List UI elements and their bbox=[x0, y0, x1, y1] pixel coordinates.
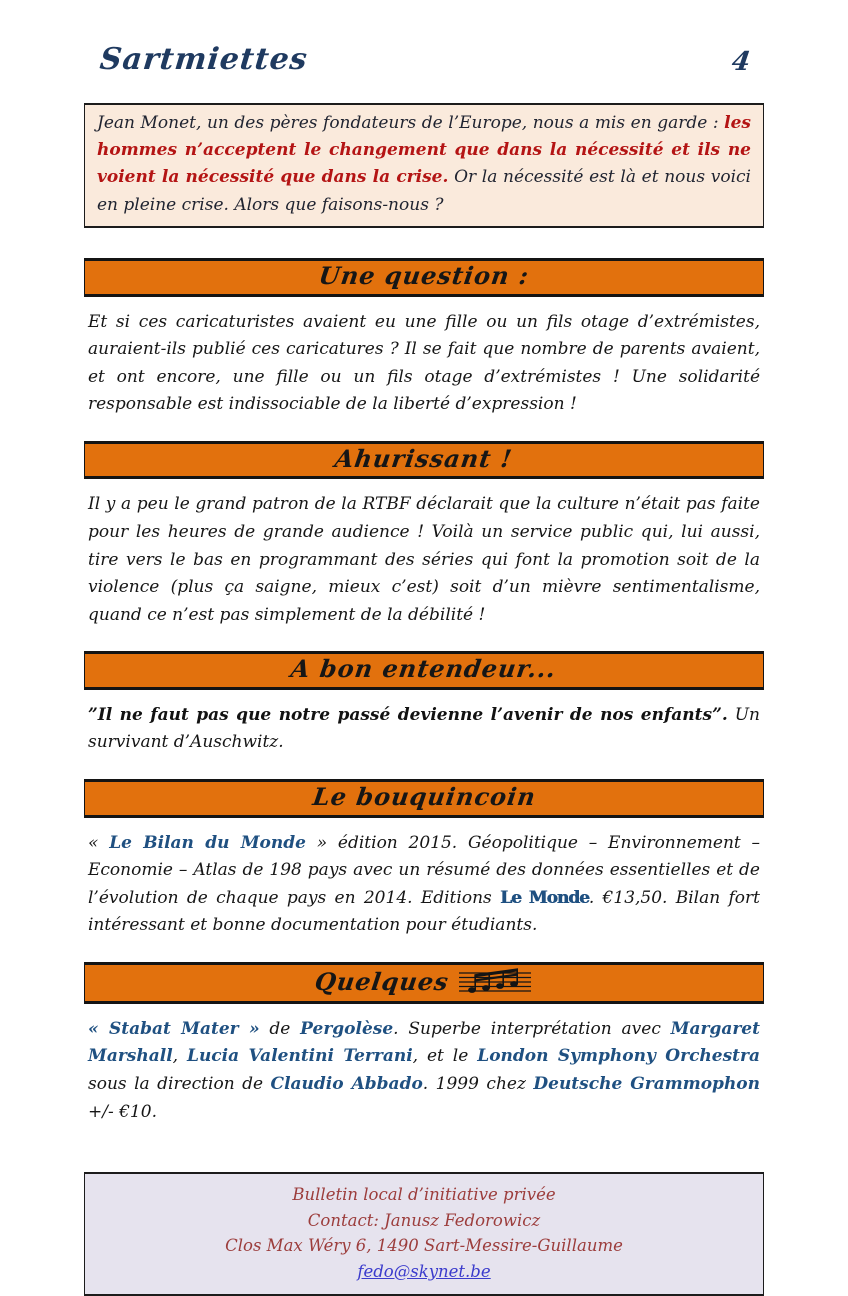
paragraph-le-bouquincoin bbox=[84, 830, 764, 940]
paragraph-une-question: Et si ces caricaturistes avaient eu une fille ou un fils otage d’extrémistes, auraient-ils publié ces caricatures ? Il se fait que nombre de parents avaient, et ont encore, une fille ou un fils otage d’extrémistes ! Une solidarité responsable est indissociable de la liberté d’expression ! bbox=[88, 311, 760, 415]
page-number: 4 bbox=[729, 47, 753, 77]
quote-box-jean-monet bbox=[84, 103, 764, 228]
paragraph-a-bon-entendeur bbox=[84, 702, 764, 757]
composer-name: Pergolèse bbox=[300, 1018, 394, 1039]
conductor-name: Claudio Abbado bbox=[270, 1073, 423, 1094]
performer-name: Lucia Valentini Terrani bbox=[186, 1046, 413, 1067]
music-work-title: « Stabat Mater » bbox=[88, 1018, 260, 1039]
email-link[interactable]: fedo@skynet.be bbox=[357, 1261, 491, 1281]
music-text: . 1999 chez bbox=[422, 1073, 534, 1094]
section-banner-quelques-notes bbox=[84, 962, 764, 1004]
music-text: sous la direction de bbox=[88, 1073, 271, 1094]
footer-line-contact: Contact: Janusz Fedorowicz bbox=[307, 1210, 541, 1230]
open-guillemet: « bbox=[88, 832, 110, 853]
section-banner-une-question bbox=[84, 258, 764, 297]
footer-line-address: Clos Max Wéry 6, 1490 Sart-Messire-Guillaume bbox=[225, 1236, 623, 1256]
section-banner-le-bouquincoin bbox=[84, 779, 764, 818]
book-title: Le Bilan du Monde bbox=[109, 832, 306, 853]
publisher-le-monde: Le Monde bbox=[500, 887, 589, 908]
banner-title: Ahurissant ! bbox=[333, 443, 515, 473]
book-description-1: édition 2015. Géopolitique – Environnement – Economie – Atlas de 198 pays avec un résumé des données essentielles et de l’évolution de chaque pays en 2014. Editions bbox=[88, 832, 760, 908]
section-banner-a-bon-entendeur bbox=[84, 651, 764, 690]
banner-title: Une question : bbox=[317, 260, 532, 290]
footer-line-bulletin: Bulletin local d’initiative privée bbox=[292, 1185, 556, 1205]
section-banner-ahurissant bbox=[84, 441, 764, 480]
footer-contact-box bbox=[84, 1172, 764, 1296]
book-description-2: . €13,50. Bilan fort intéressant et bonne documentation pour étudiants. bbox=[88, 887, 760, 936]
music-text: , et le bbox=[412, 1046, 478, 1067]
paragraph-quelques-notes bbox=[84, 1016, 764, 1126]
banner-title: A bon entendeur... bbox=[289, 654, 559, 684]
paragraph-ahurissant: Il y a peu le grand patron de la RTBF déclarait que la culture n’était pas faite pour les heures de grande audience ! Voilà un service public qui, lui aussi, tire vers le bas en programmant des séries qui font la promotion soit de la violence (plus ça saigne, mieux c’est) soit d’un mièvre sentimentalisme, quand ce n’est pas simplement de la débilité ! bbox=[88, 494, 760, 625]
music-notes-icon bbox=[457, 966, 533, 996]
quote-intro: Jean Monet, un des pères fondateurs de l’Europe, nous a mis en garde : bbox=[97, 113, 725, 133]
close-guillemet: » bbox=[305, 832, 328, 853]
music-text: , bbox=[172, 1046, 187, 1067]
music-text: +/- €10. bbox=[88, 1101, 157, 1122]
auschwitz-quote: ”Il ne faut pas que notre passé devienne l’avenir de nos enfants”. bbox=[88, 704, 728, 725]
record-label: Deutsche Grammophon bbox=[533, 1073, 760, 1094]
auschwitz-attribution: Un survivant d’Auschwitz. bbox=[88, 704, 760, 753]
music-text: . Superbe interprétation avec bbox=[393, 1018, 671, 1039]
banner-title: Le bouquincoin bbox=[310, 781, 538, 811]
music-text: de bbox=[259, 1018, 301, 1039]
performer-name: Margaret Marshall bbox=[88, 1018, 760, 1067]
banner-title: Quelques bbox=[313, 966, 452, 996]
newsletter-title: Sartmiettes bbox=[98, 42, 310, 77]
quote-warning-highlight: les hommes n’acceptent le changement que dans la nécessité et ils ne voient la nécessité que dans la crise. bbox=[97, 113, 751, 188]
page-header bbox=[84, 0, 764, 77]
quote-outro: Or la nécessité est là et nous voici en pleine crise. Alors que faisons-nous ? bbox=[97, 167, 751, 215]
orchestra-name: London Symphony Orchestra bbox=[477, 1046, 760, 1067]
